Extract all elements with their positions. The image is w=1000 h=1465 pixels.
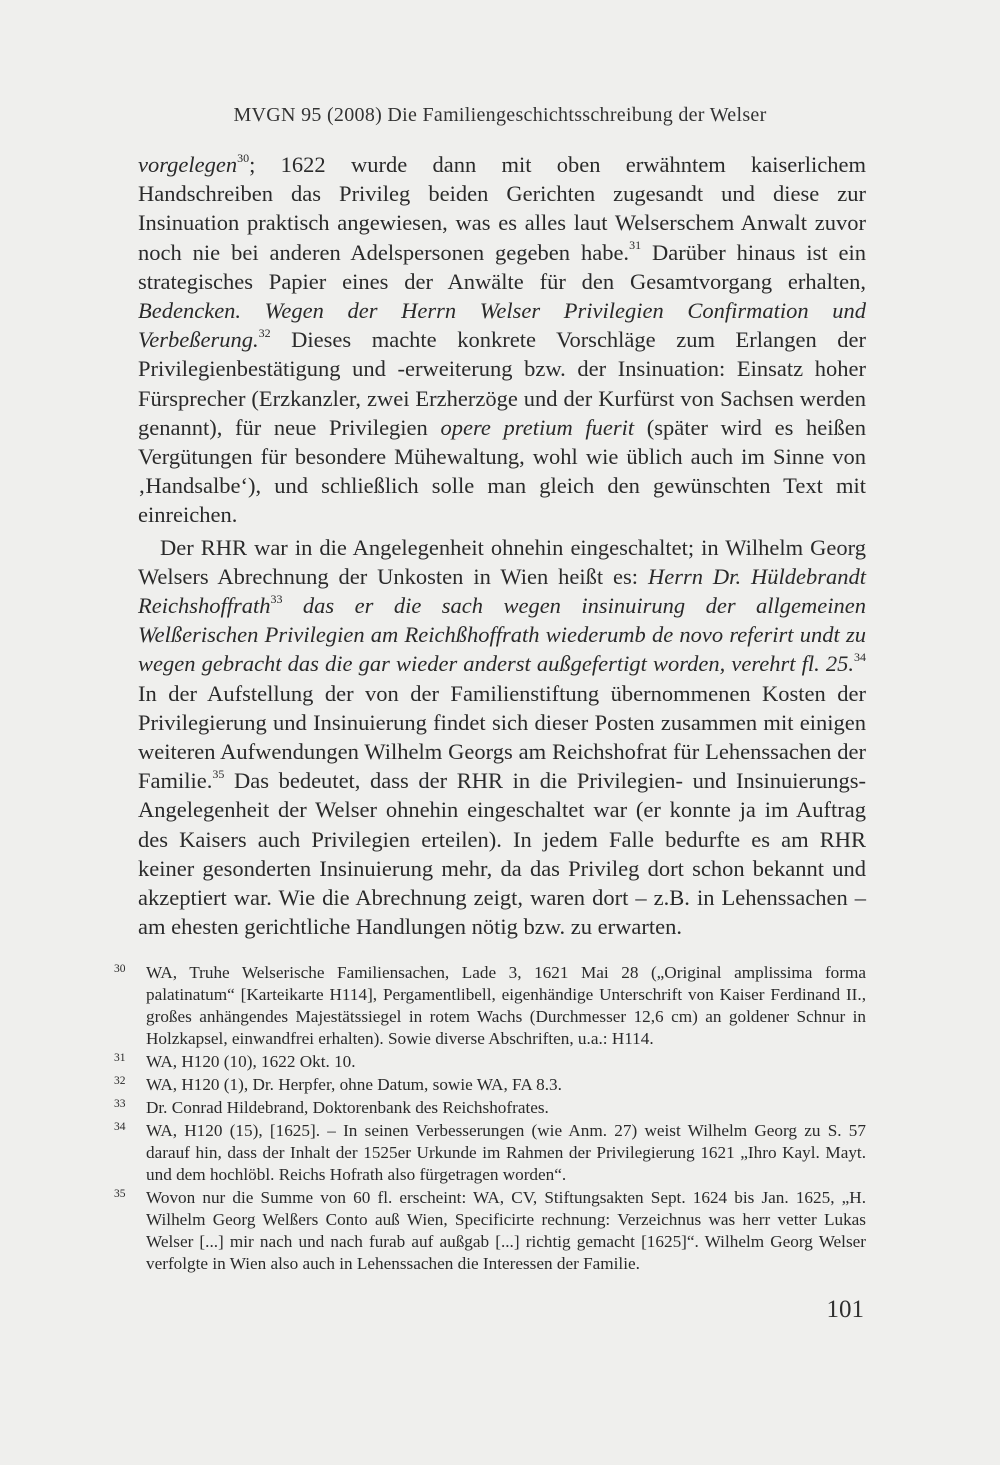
main-text <box>138 150 866 941</box>
text-run: Dieses machte konkrete Vorschläge zum Erlangen der Privilegienbestätigung und -erweiterung bzw. der Insinuation: Einsatz hoher Fürsprecher (Erzkanzler, zwei Erzherzöge und der Kurfürst von Sachsen werden genannt), für neue Privilegien <box>138 327 866 440</box>
text-run: Das bedeutet, dass der RHR in die Privilegien- und Insinuierungs-Angelegenheit der Welser ohnehin eingeschaltet war (er konnte ja im Auftrag des Kaisers auch Privilegien erteilen). In jedem Falle bedurfte es am RHR keiner gesonderten Insinuierung mehr, da das Privileg dort schon bekannt und akzeptiert war. Wie die Abrechnung zeigt, waren dort – z.B. in Lehenssachen – am ehesten gerichtliche Handlungen nötig bzw. zu erwarten. <box>138 768 866 940</box>
text-run: ; 1622 wurde dann mit oben erwähntem kaiserlichem Handschreiben das Privileg beiden Gerichten zugesandt und diese zur Insinuation praktisch angewiesen, was es alles laut Welserschem Anwalt zuvor noch nie bei anderen Adelspersonen gegeben habe. <box>138 152 866 265</box>
footnote-ref: 33 <box>270 591 283 606</box>
footnote-ref: 31 <box>629 238 642 253</box>
footnote-number: 32 <box>114 1075 126 1087</box>
footnote-ref: 32 <box>258 325 271 340</box>
text-run: (später wird es heißen Vergütungen für besondere Mühewaltung, wohl wie üblich auch im Sinne von ‚Handsalbe‘), und schließlich solle man gleich den gewünschten Text mit einreichen. <box>138 414 866 528</box>
footnote <box>114 1074 866 1096</box>
italic-run: vorgelegen <box>138 152 238 177</box>
footnote-ref: 34 <box>854 649 866 664</box>
footnote-text: Dr. Conrad Hildebrand, Doktorenbank des Reichshofrates. <box>146 1098 549 1117</box>
footnote <box>114 1187 866 1275</box>
footnotes <box>114 962 866 1276</box>
footnote-text: WA, H120 (10), 1622 Okt. 10. <box>146 1052 356 1071</box>
footnote-number: 31 <box>114 1052 126 1064</box>
footnote-number: 34 <box>114 1121 126 1133</box>
paragraph-2 <box>138 533 866 942</box>
footnote-number: 30 <box>114 963 126 975</box>
footnote <box>114 962 866 1050</box>
footnote <box>114 1120 866 1186</box>
running-head: MVGN 95 (2008) Die Familiengeschichtsschreibung der Welser <box>233 104 767 126</box>
footnote <box>114 1051 866 1073</box>
paragraph-1 <box>138 150 866 530</box>
footnote-text: Wovon nur die Summe von 60 fl. erscheint: WA, CV, Stiftungsakten Sept. 1624 bis Jan. 1625, „H. Wilhelm Georg Welßers Conto auß Wien, Specificirte rechnung: Verzeichnus was herr vetter Lukas Welser [...] mir nach und nach furab auf außgab [...] richtig gemacht [1625]“. Wilhelm Georg Welser verfolgte in Wien also auch in Lehenssachen die Interessen der Familie. <box>146 1188 866 1273</box>
footnote-text: WA, Truhe Welserische Familiensachen, Lade 3, 1621 Mai 28 („Original amplissima forma palatinatum“ [Karteikarte H114], Pergamentlibell, eigenhändige Unterschrift von Kaiser Ferdinand II., großes anhängendes Majestätssiegel in rotem Wachs (Durchmesser 12,6 cm) an goldener Schnur in Holzkapsel, einwandfrei erhalten). Sowie diverse Abschriften, u.a.: H114. <box>146 963 866 1048</box>
footnote-text: WA, H120 (1), Dr. Herpfer, ohne Datum, sowie WA, FA 8.3. <box>146 1075 562 1094</box>
footnote-ref: 35 <box>212 766 225 781</box>
footnote-text: WA, H120 (15), [1625]. – In seinen Verbesserungen (wie Anm. 27) weist Wilhelm Georg zu S. 57 darauf hin, dass der Inhalt der 1525er Urkunde im Rahmen der Privilegierung 1621 „Ihro Kayl. Mayt. und dem hochlöbl. Reichs Hofrath also fürgetragen worden“. <box>146 1121 866 1184</box>
italic-run: Herrn Dr. Hüldebrandt Reichshoffrath <box>138 563 866 619</box>
text-run: In der Aufstellung der von der Familienstiftung übernommenen Kosten der Privilegierung und Insinuierung findet sich dieser Posten zusammen mit einigen weiteren Aufwendungen Wilhelm Georgs am Reichshofrat für Lehenssachen der Familie. <box>138 680 866 794</box>
italic-run: Bedencken. Wegen der Herrn Welser Privilegien Confirmation und Verbeßerung. <box>138 298 866 353</box>
footnote-number: 35 <box>114 1188 126 1200</box>
footnote <box>114 1097 866 1119</box>
text-run: Der RHR war in die Angelegenheit ohnehin eingeschaltet; in Wilhelm Georg Welsers Abrechnung der Unkosten in Wien heißt es: <box>138 534 866 589</box>
italic-run: das er die sach wegen insinuirung der allgemeinen Welßerischen Privilegien am Reichßhoffrath wiederumb de novo referirt undt zu wegen gebracht das die gar wieder anderst außgefertigt worden, verehrt fl. 25. <box>138 593 866 677</box>
footnote-ref: 30 <box>237 150 250 165</box>
text-run: Darüber hinaus ist ein strategisches Papier eines der Anwälte für den Gesamtvorgang erhalten, <box>138 239 866 294</box>
italic-run: opere pretium fuerit <box>440 414 635 440</box>
page-number: 101 <box>826 1296 864 1323</box>
footnote-number: 33 <box>114 1098 126 1110</box>
